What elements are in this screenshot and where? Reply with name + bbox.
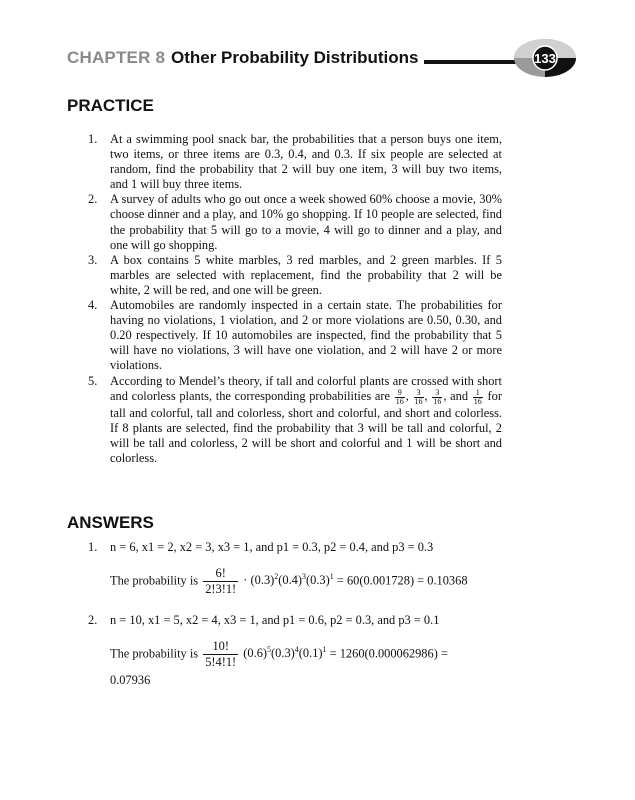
- page-number: 133: [534, 51, 556, 66]
- power-terms: · $(0.3)^2(0.4)^3(0.3)^1$: [243, 572, 334, 588]
- practice-problem-list: [88, 132, 502, 466]
- page-number-badge: [513, 38, 577, 78]
- and-word: and: [450, 388, 469, 403]
- practice-problem: [88, 298, 502, 373]
- answer-lead: The probability is: [110, 573, 199, 588]
- answer-continued: 0.07936: [110, 673, 151, 687]
- practice-problem: [88, 192, 502, 252]
- answer-equation: [88, 639, 502, 670]
- practice-heading: PRACTICE: [67, 96, 154, 115]
- problem-text: A box contains 5 white marbles, 3 red marbles, and 2 green marbles. If 5 marbles are selected with replacement, find the probability that 2 will be white, 2 will be red, and one will be green.: [110, 252, 502, 297]
- problem-number: 5.: [88, 373, 98, 388]
- chapter-label: CHAPTER 8: [67, 48, 166, 67]
- answer-result: = 60(0.001728) = 0.10368: [336, 573, 468, 588]
- answer-number: 2.: [88, 613, 98, 627]
- problem-text: Automobiles are randomly inspected in a certain state. The probabilities for having no violations, 1 violation, and 2 or more violations are 0.50, 0.30, and 0.20 respectively. If 10 automobiles are inspected, find the probability that 5 will have no violations, 3 will have one violation, and 2 will have 2 or more violations.: [110, 298, 502, 373]
- problem-number: 1.: [88, 132, 98, 146]
- problem-text: for tall and colorful, tall and colorless, short and colorful, and short and colorless. If 8 plants are selected, find the probability that 3 will be tall and colorful, 2 will be tall and colorless, 2 will be short and colorful and 1 will be short and colorless.: [110, 388, 502, 465]
- answer-params: [88, 540, 502, 555]
- practice-problem: [88, 132, 502, 192]
- answer-result: = 1260(0.000062986) =: [329, 646, 448, 661]
- answers-heading: ANSWERS: [67, 513, 154, 532]
- problem-number: 2.: [88, 192, 98, 207]
- problem-text: According to Mendel’s theory, if tall and colorful plants are crossed with short and colorless plants, the corresponding probabilities are: [110, 373, 502, 403]
- multinomial-fraction: $\frac{6!}{2!3!1!}$: [205, 566, 237, 596]
- fraction: $\frac{1}{16}$: [473, 387, 482, 406]
- running-header: [67, 44, 577, 74]
- practice-problem: 5. According to Mendel’s theory, if tall and colorful plants are crossed with short and colorless plants, the corresponding probabilities are $\frac{9}{16}$ , $\frac{3}{16}$ , $\frac{3}{16}$ , and $\frac{1}{16}$ for tall and colorful, tall and colorless, short and colorful, and short and colorless. If 8 plants are selected, find the probability that 3 will be tall and colorful, 2 will be tall and colorless, 2 will be short and colorful and 1 will be short and colorless.: [88, 373, 502, 465]
- problem-text: At a swimming pool snack bar, the probabilities that a person buys one item, two items, or three items are 0.3, 0.4, and 0.3. If six people are selected at random, find the probability that 2 will buy one item, 3 will buy two items, and 1 will buy three items.: [110, 132, 502, 192]
- answer-params-text: n = 6, x1 = 2, x2 = 3, x3 = 1, and p1 = 0.3, p2 = 0.4, and p3 = 0.3: [110, 540, 434, 554]
- answer-number: 1.: [88, 540, 98, 554]
- practice-problem: [88, 253, 502, 298]
- power-terms: $(0.6)^5(0.3)^4(0.1)^1$: [243, 645, 327, 661]
- fraction: $\frac{3}{16}$: [433, 387, 442, 406]
- answer-lead: The probability is: [110, 646, 199, 661]
- answer-list: [88, 540, 502, 688]
- multinomial-fraction: $\frac{10!}{5!4!1!}$: [205, 639, 237, 669]
- answer-params-text: n = 10, x1 = 5, x2 = 4, x3 = 1, and p1 = 0.6, p2 = 0.3, and p3 = 0.1: [110, 613, 440, 627]
- problem-number: 4.: [88, 298, 98, 313]
- problem-text: A survey of adults who go out once a week showed 60% choose a movie, 30% choose dinner and a play, and 10% go shopping. If 10 people are selected, find the probability that 5 will go to a movie, 4 will go to dinner and a play, and one will go shopping.: [110, 192, 502, 252]
- answer-equation: [88, 566, 502, 597]
- fraction: $\frac{9}{16}$: [395, 387, 404, 406]
- problem-number: 3.: [88, 252, 98, 267]
- answer-params: [88, 613, 502, 628]
- fraction: $\frac{3}{16}$: [414, 387, 423, 406]
- chapter-title: Other Probability Distributions: [171, 48, 419, 67]
